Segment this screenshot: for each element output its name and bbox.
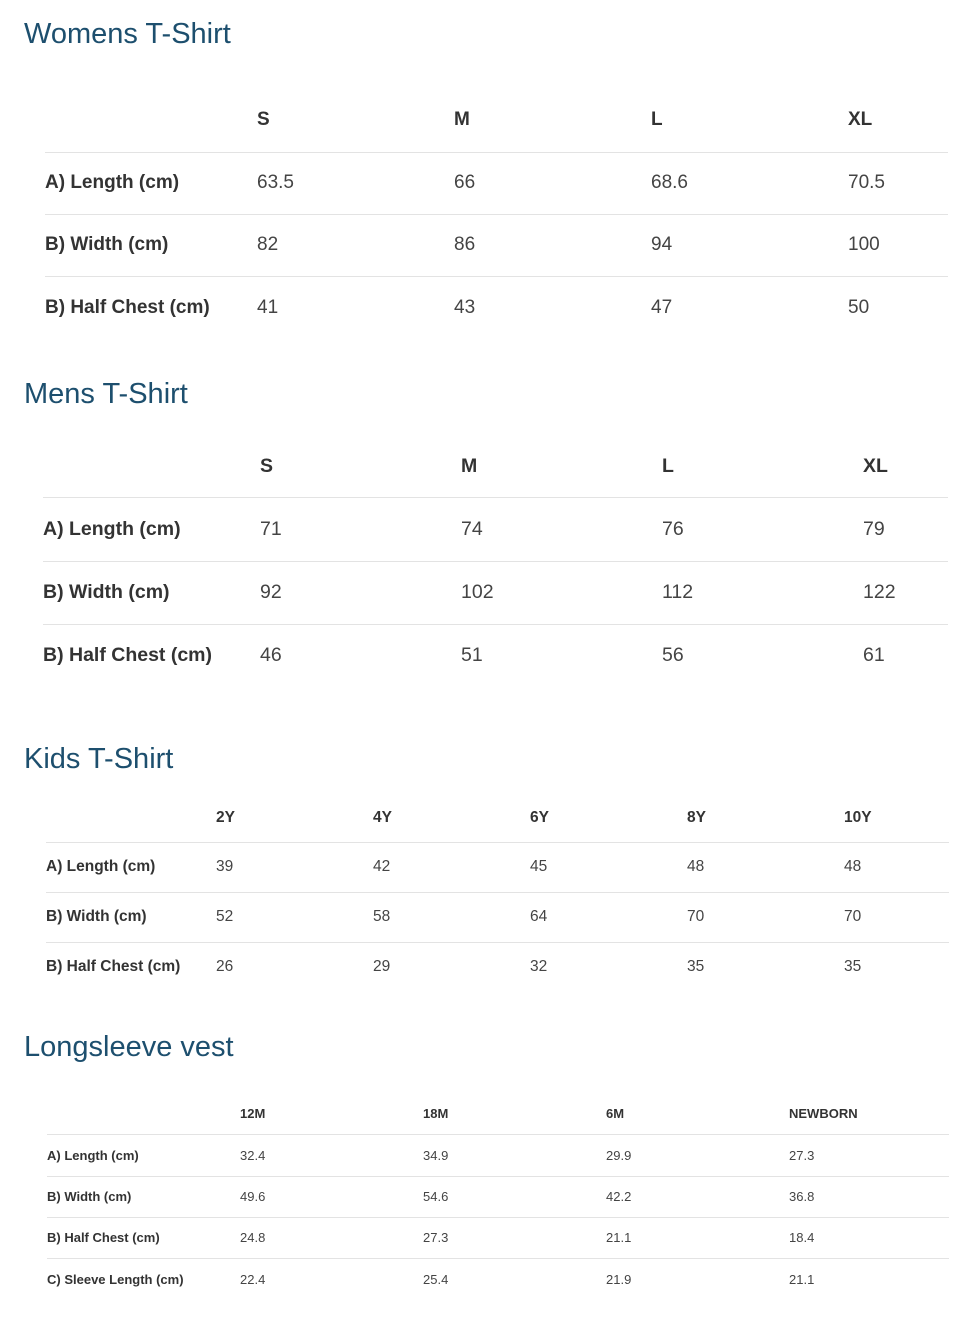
column-header: S: [260, 454, 274, 477]
table-cell: 48: [844, 842, 949, 892]
table-cell: 79: [863, 497, 948, 561]
row-label: B) Width (cm): [46, 892, 216, 942]
table-cell: 68.6: [651, 152, 848, 214]
table-cell: 71: [260, 497, 461, 561]
row-label: B) Half Chest (cm): [45, 276, 257, 339]
table-cell: 51: [461, 624, 662, 687]
longsleeve-vest-section: [0, 1029, 963, 1309]
column-header: XL: [848, 109, 873, 131]
table-cell: 18.4: [789, 1217, 949, 1258]
row-label: B) Width (cm): [45, 214, 257, 276]
table-cell: 102: [461, 561, 662, 624]
column-header: 10Y: [844, 808, 872, 826]
table-row: [47, 1258, 949, 1300]
column-header: 18M: [423, 1105, 449, 1121]
row-label: A) Length (cm): [45, 152, 257, 214]
row-label: A) Length (cm): [47, 1134, 240, 1176]
column-header: M: [461, 454, 478, 477]
section-title: Longsleeve vest: [24, 1031, 234, 1063]
table-cell: 50: [848, 276, 948, 339]
table-cell: 70.5: [848, 152, 948, 214]
mens-tshirt-section: [0, 376, 963, 696]
header-blank: [43, 436, 260, 497]
table-cell: 64: [530, 892, 687, 942]
table-row: [47, 1134, 949, 1176]
section-title: Womens T-Shirt: [24, 18, 231, 50]
table-cell: 41: [257, 276, 454, 339]
header-blank: [47, 1093, 240, 1134]
table-cell: 27.3: [789, 1134, 949, 1176]
header-blank: [45, 89, 257, 152]
table-cell: 21.9: [606, 1258, 789, 1300]
table-cell: 66: [454, 152, 651, 214]
table-cell: 47: [651, 276, 848, 339]
size-table: [45, 89, 948, 339]
table-cell: 39: [216, 842, 373, 892]
row-label: C) Sleeve Length (cm): [47, 1258, 240, 1300]
column-header: 6M: [606, 1105, 625, 1121]
table-cell: 82: [257, 214, 454, 276]
column-header: S: [257, 109, 270, 131]
table-cell: 42: [373, 842, 530, 892]
row-label: A) Length (cm): [43, 497, 260, 561]
row-label: B) Half Chest (cm): [43, 624, 260, 687]
table-cell: 86: [454, 214, 651, 276]
table-cell: 112: [662, 561, 863, 624]
table-cell: 74: [461, 497, 662, 561]
row-label: B) Half Chest (cm): [47, 1217, 240, 1258]
table-cell: 100: [848, 214, 948, 276]
table-cell: 94: [651, 214, 848, 276]
size-table: [43, 436, 948, 687]
table-cell: 34.9: [423, 1134, 606, 1176]
table-cell: 29: [373, 942, 530, 992]
table-cell: 45: [530, 842, 687, 892]
table-cell: 48: [687, 842, 844, 892]
table-row: [45, 152, 948, 214]
table-row: [46, 842, 949, 892]
table-cell: 63.5: [257, 152, 454, 214]
table-cell: 52: [216, 892, 373, 942]
table-row: [43, 561, 948, 624]
table-cell: 49.6: [240, 1176, 423, 1217]
kids-tshirt-section: [0, 741, 963, 1001]
row-label: B) Half Chest (cm): [46, 942, 216, 992]
column-header: NEWBORN: [789, 1105, 858, 1121]
table-cell: 92: [260, 561, 461, 624]
table-cell: 24.8: [240, 1217, 423, 1258]
table-cell: 21.1: [606, 1217, 789, 1258]
table-cell: 54.6: [423, 1176, 606, 1217]
column-header: XL: [863, 454, 888, 477]
table-cell: 122: [863, 561, 948, 624]
table-row: [47, 1217, 949, 1258]
size-table: [47, 1093, 949, 1300]
table-row: [45, 214, 948, 276]
column-header: 12M: [240, 1105, 266, 1121]
table-cell: 21.1: [789, 1258, 949, 1300]
table-cell: 22.4: [240, 1258, 423, 1300]
column-header: M: [454, 109, 470, 131]
table-row: [47, 1176, 949, 1217]
header-blank: [46, 794, 216, 842]
table-cell: 61: [863, 624, 948, 687]
table-row: [43, 624, 948, 687]
column-header: L: [651, 109, 663, 131]
table-cell: 32: [530, 942, 687, 992]
column-header: 6Y: [530, 808, 549, 826]
table-cell: 27.3: [423, 1217, 606, 1258]
column-header: 8Y: [687, 808, 706, 826]
size-table: [46, 794, 949, 992]
table-cell: 70: [844, 892, 949, 942]
table-cell: 32.4: [240, 1134, 423, 1176]
row-label: B) Width (cm): [47, 1176, 240, 1217]
section-title: Mens T-Shirt: [24, 378, 188, 410]
row-label: A) Length (cm): [46, 842, 216, 892]
table-row: [46, 892, 949, 942]
table-cell: 76: [662, 497, 863, 561]
column-header: L: [662, 454, 674, 477]
table-cell: 26: [216, 942, 373, 992]
table-cell: 35: [844, 942, 949, 992]
column-header: 4Y: [373, 808, 392, 826]
table-cell: 36.8: [789, 1176, 949, 1217]
table-cell: 70: [687, 892, 844, 942]
table-row: [46, 942, 949, 992]
table-cell: 43: [454, 276, 651, 339]
table-row: [45, 276, 948, 339]
table-cell: 25.4: [423, 1258, 606, 1300]
table-cell: 58: [373, 892, 530, 942]
table-cell: 42.2: [606, 1176, 789, 1217]
table-cell: 56: [662, 624, 863, 687]
row-label: B) Width (cm): [43, 561, 260, 624]
column-header: 2Y: [216, 808, 235, 826]
table-cell: 46: [260, 624, 461, 687]
table-row: [43, 497, 948, 561]
womens-tshirt-section: [0, 16, 963, 346]
table-cell: 29.9: [606, 1134, 789, 1176]
table-cell: 35: [687, 942, 844, 992]
section-title: Kids T-Shirt: [24, 743, 174, 775]
